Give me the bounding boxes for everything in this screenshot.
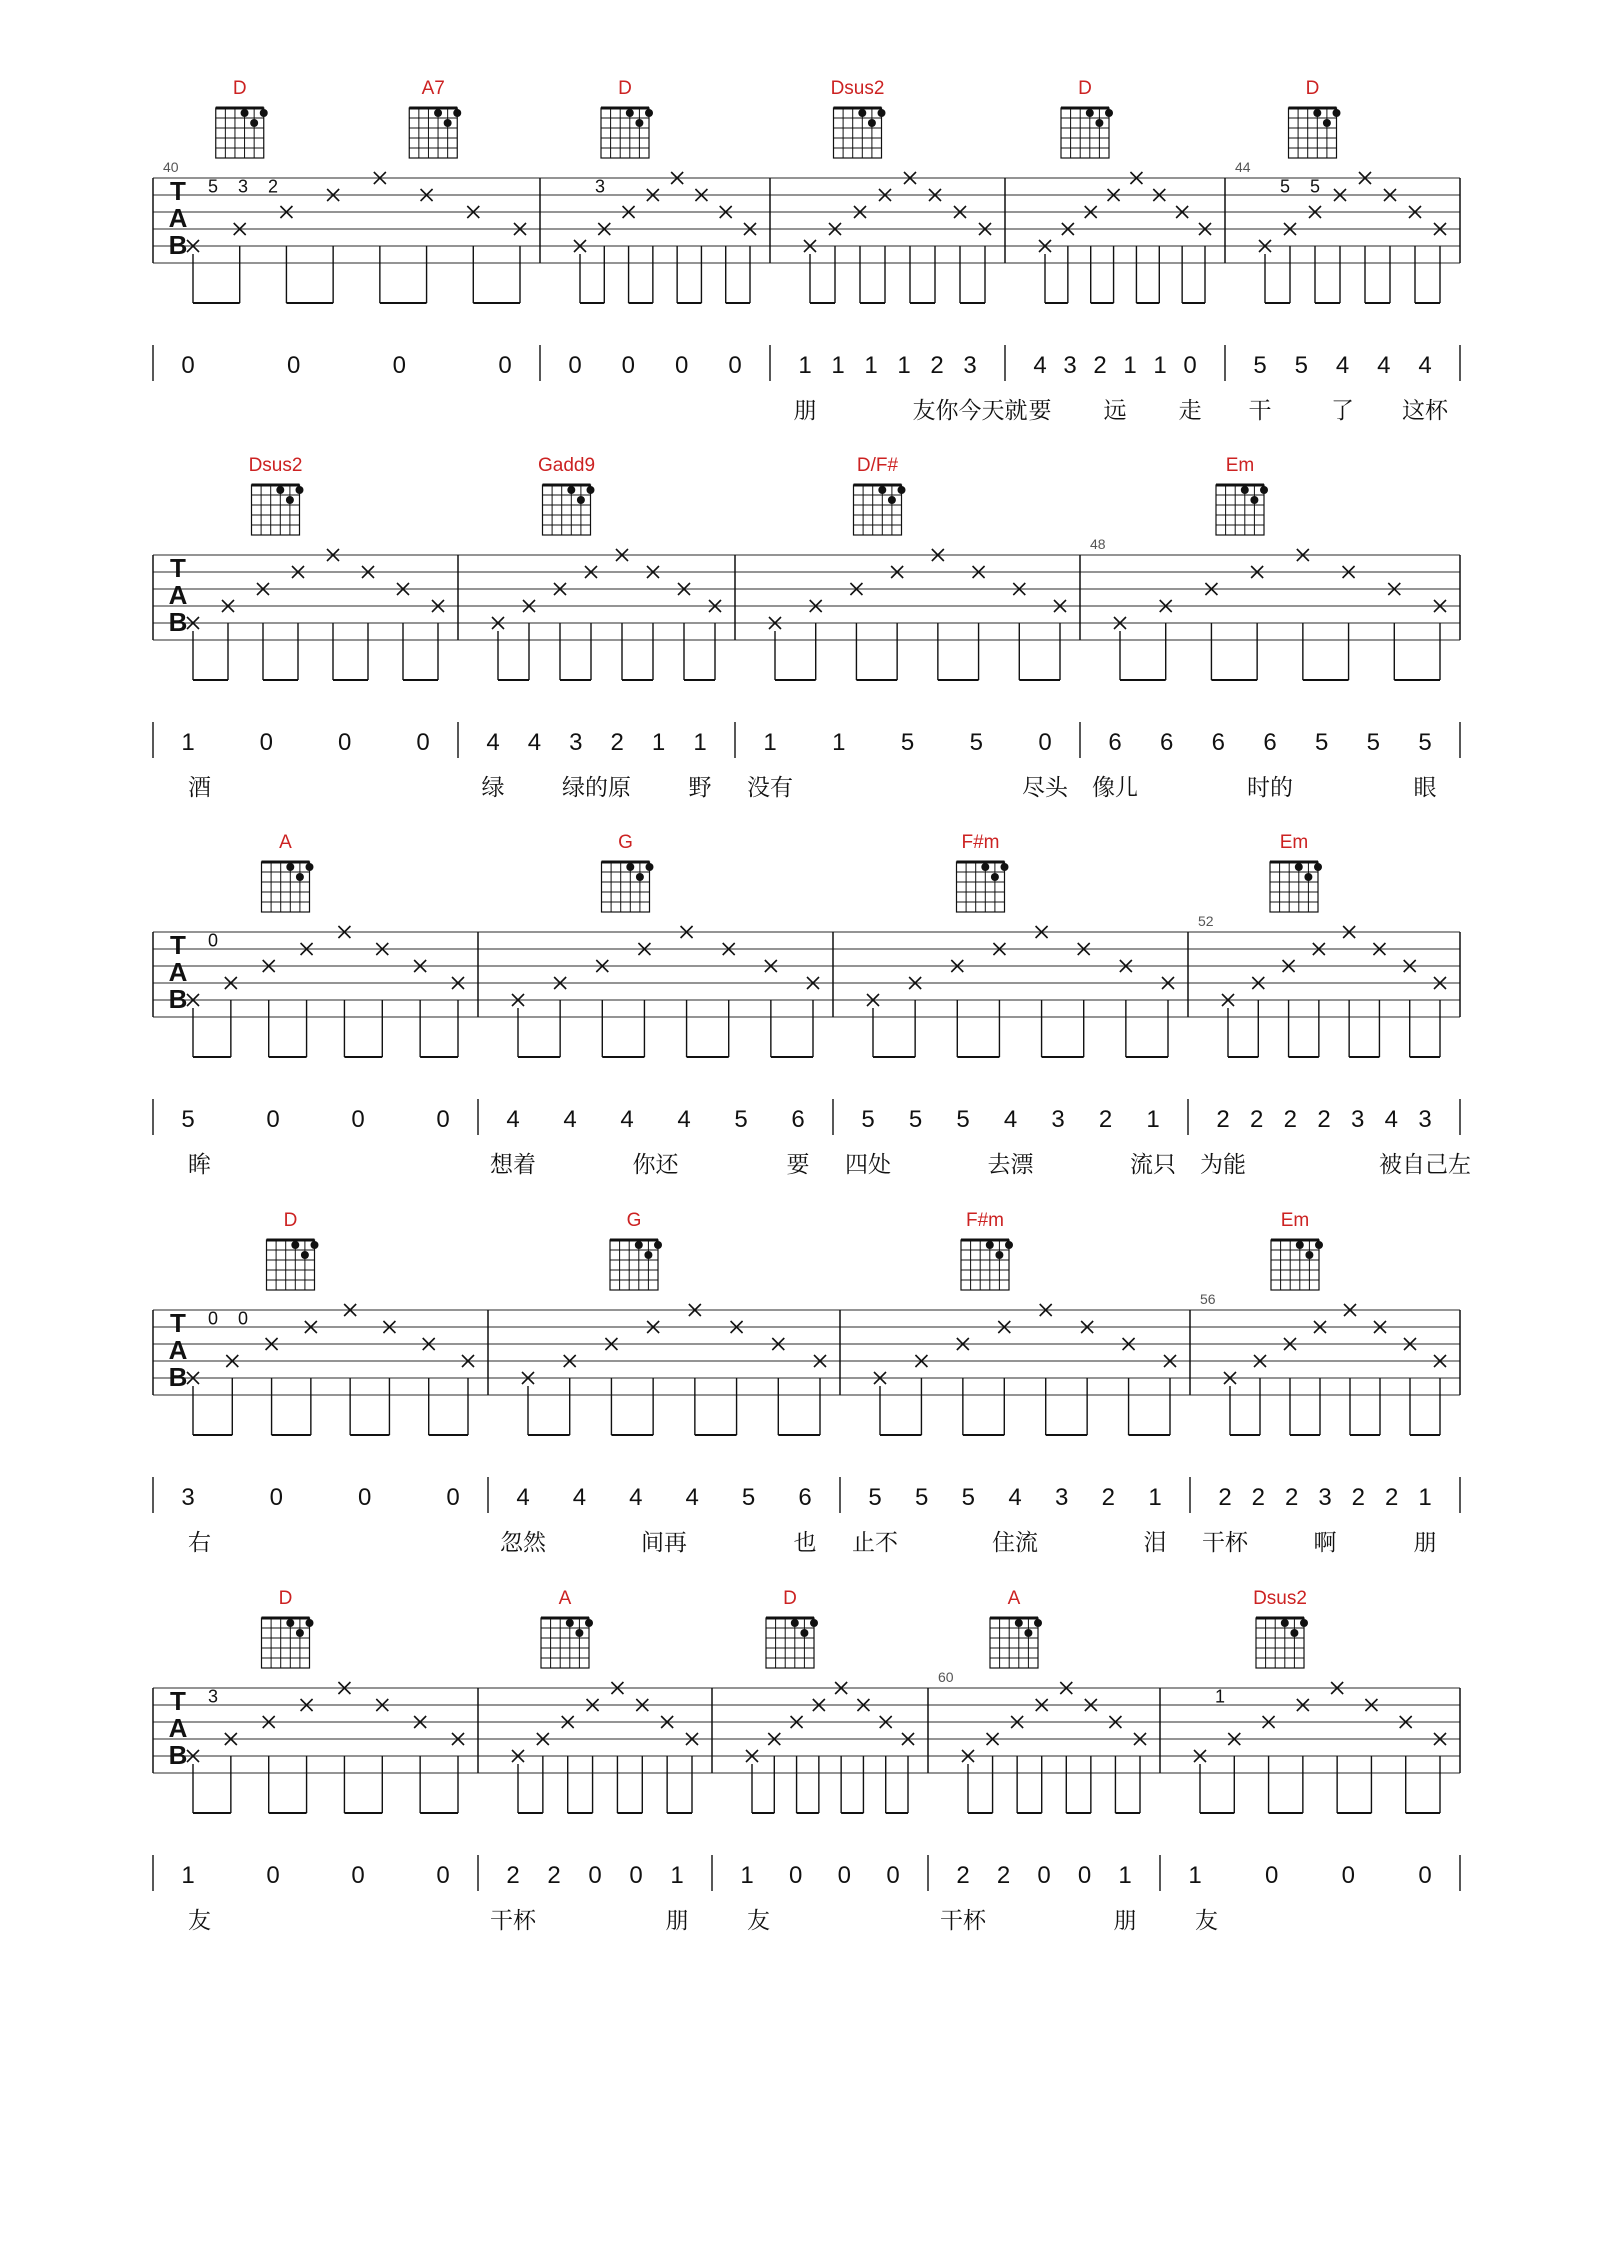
lyric-text: 泪 <box>1143 1530 1167 1556</box>
jianpu-note: 2 <box>1093 352 1107 379</box>
jianpu-note: 5 <box>908 1106 923 1133</box>
jianpu-note: 4 <box>527 729 542 756</box>
jianpu-note: 5 <box>861 1106 875 1133</box>
jianpu-note: 5 <box>1294 352 1308 379</box>
fret-number: 2 <box>267 176 279 197</box>
lyric-text: 止不 <box>852 1530 898 1556</box>
lyric-text: 友 <box>747 1908 770 1934</box>
jianpu-note: 0 <box>436 1106 450 1133</box>
chord-name: F#m <box>961 832 1000 853</box>
staff-system-2 <box>153 455 1460 801</box>
jianpu-note: 2 <box>956 1862 970 1889</box>
lyric-text: 啊 <box>1313 1530 1337 1556</box>
chord-name: Dsus2 <box>1253 1588 1307 1609</box>
jianpu-note: 1 <box>181 729 195 756</box>
jianpu-note: 5 <box>868 1484 882 1511</box>
lyric-text: 朋 <box>1113 1908 1137 1934</box>
lyric-text: 朋 <box>1413 1530 1437 1556</box>
lyric-text: 友 <box>188 1908 211 1934</box>
chord-diagram-D-0-0-0 <box>216 78 268 158</box>
jianpu-note: 1 <box>763 729 777 756</box>
lyric-text: 尽头 <box>1022 775 1068 801</box>
jianpu-note: 1 <box>1148 1484 1162 1511</box>
jianpu-note: 4 <box>486 729 500 756</box>
jianpu-note: 1 <box>693 729 707 756</box>
jianpu-note: 3 <box>181 1484 195 1511</box>
staff-system-4 <box>153 1210 1460 1556</box>
jianpu-note: 5 <box>1418 729 1432 756</box>
tab-clef-letter: A <box>168 1335 188 1365</box>
measure <box>500 1210 840 1556</box>
tab-clef-letter: T <box>170 1308 186 1338</box>
measure <box>845 832 1188 1178</box>
lyric-text: 也 <box>793 1530 817 1556</box>
jianpu-note: 0 <box>259 729 274 756</box>
jianpu-note: 2 <box>996 1862 1011 1889</box>
jianpu-note: 0 <box>337 729 352 756</box>
chord-diagram-D-0-1-0 <box>601 78 653 158</box>
jianpu-note: 0 <box>837 1862 852 1889</box>
lyric-text: 右 <box>188 1530 211 1556</box>
tab-clef-letter: A <box>168 580 188 610</box>
jianpu-note: 4 <box>1008 1484 1022 1511</box>
tab-clef-letter: T <box>170 930 186 960</box>
jianpu-note: 2 <box>1384 1484 1399 1511</box>
jianpu-note: 0 <box>674 352 689 379</box>
jianpu-note: 0 <box>181 352 195 379</box>
jianpu-note: 5 <box>734 1106 748 1133</box>
jianpu-note: 3 <box>1051 1106 1065 1133</box>
jianpu-note: 0 <box>498 352 512 379</box>
measure <box>1198 832 1471 1178</box>
lyric-text: 眸 <box>188 1152 211 1178</box>
jianpu-note: 1 <box>1146 1106 1160 1133</box>
chord-diagram-Dsus2-4-4-0 <box>1253 1588 1308 1668</box>
jianpu-note: 5 <box>914 1484 929 1511</box>
jianpu-note: 0 <box>269 1484 284 1511</box>
measure <box>1188 1588 1460 1934</box>
measure <box>181 455 458 801</box>
fret-number: 5 <box>1309 176 1321 197</box>
jianpu-note: 2 <box>1216 1106 1230 1133</box>
measure <box>1090 455 1460 801</box>
jianpu-note: 4 <box>685 1484 699 1511</box>
staff-system-5 <box>153 1588 1460 1934</box>
fret-number: 3 <box>207 1686 219 1707</box>
chord-diagram-Fm-3-2-0 <box>961 1210 1013 1290</box>
jianpu-note: 2 <box>506 1862 520 1889</box>
chord-diagram-D-0-3-0 <box>1061 78 1113 158</box>
tab-clef-letter: B <box>168 1740 188 1770</box>
jianpu-note: 0 <box>286 352 301 379</box>
jianpu-note: 5 <box>900 729 915 756</box>
chord-name: D/F# <box>856 455 899 476</box>
jianpu-note: 0 <box>629 1862 643 1889</box>
jianpu-note: 1 <box>740 1862 754 1889</box>
measure <box>181 832 478 1178</box>
chord-name: A <box>279 832 292 853</box>
lyric-text: 四处 <box>845 1152 891 1178</box>
jianpu-note: 1 <box>1118 1862 1132 1889</box>
jianpu-note: 1 <box>798 352 812 379</box>
chord-diagram-DF-1-2-0 <box>854 455 906 535</box>
measure <box>490 1588 712 1934</box>
jianpu-note: 2 <box>1218 1484 1232 1511</box>
chord-diagram-D-4-2-0 <box>766 1588 818 1668</box>
lyric-text: 住流 <box>992 1530 1038 1556</box>
fret-number: 5 <box>207 176 219 197</box>
staff-system-1 <box>153 78 1460 424</box>
jianpu-note: 0 <box>1183 352 1197 379</box>
measure <box>1200 1210 1460 1556</box>
chord-diagram-G-3-1-0 <box>610 1210 662 1290</box>
tab-clef-letter: B <box>168 1362 188 1392</box>
chord-diagram-D-4-0-0 <box>262 1588 314 1668</box>
lyric-text: 绿 <box>481 775 505 801</box>
chord-name: D <box>278 1588 293 1609</box>
chord-name: D <box>1305 78 1320 99</box>
jianpu-note: 4 <box>629 1484 643 1511</box>
chord-name: A7 <box>421 78 445 99</box>
lyric-text: 流只 <box>1130 1152 1176 1178</box>
lyric-text: 酒 <box>188 775 211 801</box>
lyric-text: 忽然 <box>500 1530 546 1556</box>
lyric-text: 远 <box>1103 398 1127 424</box>
jianpu-note: 2 <box>1249 1106 1264 1133</box>
jianpu-note: 0 <box>351 1862 365 1889</box>
jianpu-note: 1 <box>181 1862 195 1889</box>
jianpu-note: 2 <box>1251 1484 1266 1511</box>
tab-clef-letter: A <box>168 957 188 987</box>
measure <box>794 78 1028 424</box>
staff-system-3 <box>153 832 1471 1178</box>
measure <box>852 1210 1190 1556</box>
jianpu-note: 3 <box>1063 352 1077 379</box>
jianpu-note: 6 <box>1211 729 1226 756</box>
jianpu-note: 3 <box>1318 1484 1332 1511</box>
fret-number: 3 <box>594 176 606 197</box>
lyric-text: 像儿 <box>1092 775 1138 801</box>
chord-name: Em <box>1279 832 1309 853</box>
lyric-text: 友你今天就 <box>912 398 1028 424</box>
jianpu-note: 0 <box>1077 1862 1092 1889</box>
jianpu-note: 5 <box>969 729 983 756</box>
jianpu-note: 4 <box>1003 1106 1018 1133</box>
jianpu-note: 6 <box>798 1484 812 1511</box>
jianpu-note: 4 <box>1418 352 1432 379</box>
chord-name: Dsus2 <box>248 455 303 476</box>
jianpu-note: 0 <box>357 1484 372 1511</box>
lyric-text: 这杯 <box>1402 398 1448 424</box>
jianpu-note: 1 <box>670 1862 684 1889</box>
jianpu-note: 0 <box>568 352 582 379</box>
jianpu-note: 0 <box>1038 729 1052 756</box>
jianpu-note: 2 <box>1317 1106 1331 1133</box>
lyric-text: 间再 <box>641 1530 687 1556</box>
jianpu-note: 1 <box>651 729 666 756</box>
jianpu-note: 4 <box>572 1484 587 1511</box>
jianpu-note: 1 <box>897 352 911 379</box>
tab-clef-letter: A <box>168 203 188 233</box>
chord-diagram-A7-0-0-1 <box>409 78 461 158</box>
jianpu-note: 2 <box>1351 1484 1366 1511</box>
chord-diagram-G-2-1-0 <box>602 832 654 912</box>
lyric-text: 了 <box>1331 398 1354 424</box>
chord-diagram-A-4-3-0 <box>990 1588 1042 1668</box>
tab-clef-letter: B <box>168 607 188 637</box>
chord-name: Em <box>1280 1210 1310 1231</box>
lyric-text: 野 <box>688 775 712 801</box>
jianpu-note: 4 <box>677 1106 691 1133</box>
measure <box>490 832 833 1178</box>
measure <box>938 1588 1160 1934</box>
lyric-text: 干杯 <box>490 1908 536 1934</box>
lyric-text: 你还 <box>632 1152 679 1178</box>
measure-number: 60 <box>938 1669 954 1685</box>
jianpu-note: 0 <box>788 1862 803 1889</box>
jianpu-note: 5 <box>1253 352 1267 379</box>
jianpu-note: 2 <box>547 1862 561 1889</box>
jianpu-note: 0 <box>621 352 636 379</box>
jianpu-note: 3 <box>1054 1484 1069 1511</box>
chord-diagram-Fm-2-2-0 <box>957 832 1009 912</box>
measure <box>747 455 1080 801</box>
chord-name: A <box>1007 1588 1021 1609</box>
measure <box>1235 78 1460 424</box>
jianpu-note: 2 <box>930 352 944 379</box>
jianpu-note: 2 <box>1284 1484 1299 1511</box>
lyric-text: 去漂 <box>987 1152 1034 1178</box>
measure <box>181 1588 478 1934</box>
fret-number: 1 <box>1214 1686 1226 1707</box>
chord-diagram-D-3-0-0 <box>267 1210 319 1290</box>
jianpu-note: 0 <box>351 1106 365 1133</box>
measure <box>1029 78 1226 424</box>
jianpu-note: 2 <box>1101 1484 1116 1511</box>
jianpu-note: 0 <box>886 1862 900 1889</box>
tab-clef-letter: B <box>168 984 188 1014</box>
jianpu-note: 2 <box>1283 1106 1298 1133</box>
measure <box>740 1588 928 1934</box>
measure <box>181 1210 488 1556</box>
jianpu-note: 1 <box>1153 352 1167 379</box>
jianpu-note: 0 <box>1418 1862 1432 1889</box>
jianpu-note: 2 <box>1098 1106 1113 1133</box>
jianpu-note: 4 <box>620 1106 634 1133</box>
chord-name: D <box>1078 78 1092 99</box>
jianpu-note: 0 <box>1037 1862 1051 1889</box>
chord-diagram-Em-1-3-0 <box>1216 455 1268 535</box>
lyric-text: 时的 <box>1247 775 1293 801</box>
fret-number: 5 <box>1279 176 1291 197</box>
jianpu-note: 0 <box>266 1106 280 1133</box>
jianpu-note: 1 <box>832 729 846 756</box>
jianpu-note: 4 <box>506 1106 520 1133</box>
chord-diagram-A-4-1-0 <box>541 1588 593 1668</box>
chord-name: G <box>618 832 633 853</box>
jianpu-note: 6 <box>1263 729 1277 756</box>
chord-name: Dsus2 <box>830 78 885 99</box>
chord-diagram-Gadd9-1-1-0 <box>538 455 595 535</box>
chord-diagram-Dsus2-0-2-0 <box>831 78 886 158</box>
lyric-text: 干杯 <box>940 1908 986 1934</box>
lyric-text: 朋 <box>793 398 817 424</box>
jianpu-note: 5 <box>961 1484 976 1511</box>
jianpu-note: 0 <box>266 1862 280 1889</box>
fret-number: 0 <box>207 930 219 951</box>
jianpu-note: 5 <box>741 1484 756 1511</box>
lyric-text: 友 <box>1195 1908 1218 1934</box>
jianpu-note: 3 <box>963 352 977 379</box>
jianpu-note: 6 <box>1108 729 1122 756</box>
jianpu-note: 0 <box>728 352 742 379</box>
jianpu-note: 5 <box>1366 729 1381 756</box>
jianpu-note: 4 <box>1335 352 1350 379</box>
jianpu-note: 5 <box>181 1106 195 1133</box>
chord-diagram-D-0-4-0 <box>1289 78 1341 158</box>
jianpu-note: 5 <box>1314 729 1329 756</box>
lyric-text: 要 <box>786 1152 810 1178</box>
chord-name: F#m <box>966 1210 1004 1231</box>
chord-name: Gadd9 <box>537 455 596 476</box>
jianpu-note: 1 <box>1188 1862 1202 1889</box>
measure-number: 44 <box>1235 159 1251 175</box>
jianpu-note: 0 <box>1341 1862 1356 1889</box>
lyric-text: 要 <box>1028 398 1052 424</box>
chord-diagram-A-2-0-0 <box>262 832 314 912</box>
measure <box>482 455 736 801</box>
jianpu-note: 0 <box>416 729 430 756</box>
chord-name: A <box>558 1588 572 1609</box>
lyric-text: 干 <box>1248 398 1272 424</box>
jianpu-note: 4 <box>1033 352 1047 379</box>
measure-number: 40 <box>163 159 179 175</box>
tab-clef-letter: T <box>170 176 186 206</box>
measure-number: 56 <box>1200 1291 1216 1307</box>
tab-clef-letter: B <box>168 230 188 260</box>
chord-name: D <box>618 78 632 99</box>
jianpu-note: 0 <box>588 1862 602 1889</box>
chord-diagram-Dsus2-1-0-0 <box>249 455 304 535</box>
jianpu-note: 0 <box>392 352 407 379</box>
fret-number: 0 <box>237 1308 249 1329</box>
chord-name: G <box>626 1210 642 1231</box>
lyric-text: 眼 <box>1413 775 1437 801</box>
jianpu-note: 4 <box>516 1484 530 1511</box>
jianpu-note: 1 <box>1123 352 1137 379</box>
jianpu-note: 3 <box>1350 1106 1365 1133</box>
lyric-text: 没有 <box>747 775 793 801</box>
jianpu-note: 3 <box>1418 1106 1432 1133</box>
jianpu-note: 0 <box>446 1484 460 1511</box>
jianpu-note: 6 <box>791 1106 805 1133</box>
measure-number: 48 <box>1090 536 1106 552</box>
chord-diagram-Em-2-3-0 <box>1270 832 1322 912</box>
jianpu-note: 6 <box>1159 729 1174 756</box>
chord-name: Em <box>1225 455 1255 476</box>
jianpu-note: 0 <box>436 1862 450 1889</box>
jianpu-note: 4 <box>1377 352 1391 379</box>
lyric-text: 朋 <box>665 1908 689 1934</box>
lyric-text: 干杯 <box>1202 1530 1248 1556</box>
jianpu-note: 4 <box>563 1106 577 1133</box>
chord-diagram-Em-3-3-0 <box>1271 1210 1323 1290</box>
jianpu-note: 4 <box>1384 1106 1399 1133</box>
jianpu-note: 1 <box>1418 1484 1432 1511</box>
jianpu-note: 3 <box>569 729 583 756</box>
lyric-text: 绿的原 <box>562 775 631 801</box>
chord-name: D <box>783 1588 797 1609</box>
chord-name: D <box>283 1210 298 1231</box>
lyric-text: 被自己左 <box>1379 1152 1471 1178</box>
jianpu-note: 0 <box>1264 1862 1279 1889</box>
jianpu-note: 1 <box>831 352 845 379</box>
fret-number: 3 <box>237 176 249 197</box>
measure-number: 52 <box>1198 913 1214 929</box>
tab-clef-letter: T <box>170 1686 186 1716</box>
jianpu-note: 2 <box>610 729 624 756</box>
jianpu-note: 1 <box>864 352 878 379</box>
lyric-text: 想着 <box>490 1152 536 1178</box>
jianpu-note: 5 <box>956 1106 970 1133</box>
fret-number: 0 <box>207 1308 219 1329</box>
tab-clef-letter: A <box>168 1713 188 1743</box>
lyric-text: 为能 <box>1200 1152 1246 1178</box>
chord-name: D <box>232 78 247 99</box>
lyric-text: 走 <box>1178 398 1202 424</box>
tab-clef-letter: T <box>170 553 186 583</box>
